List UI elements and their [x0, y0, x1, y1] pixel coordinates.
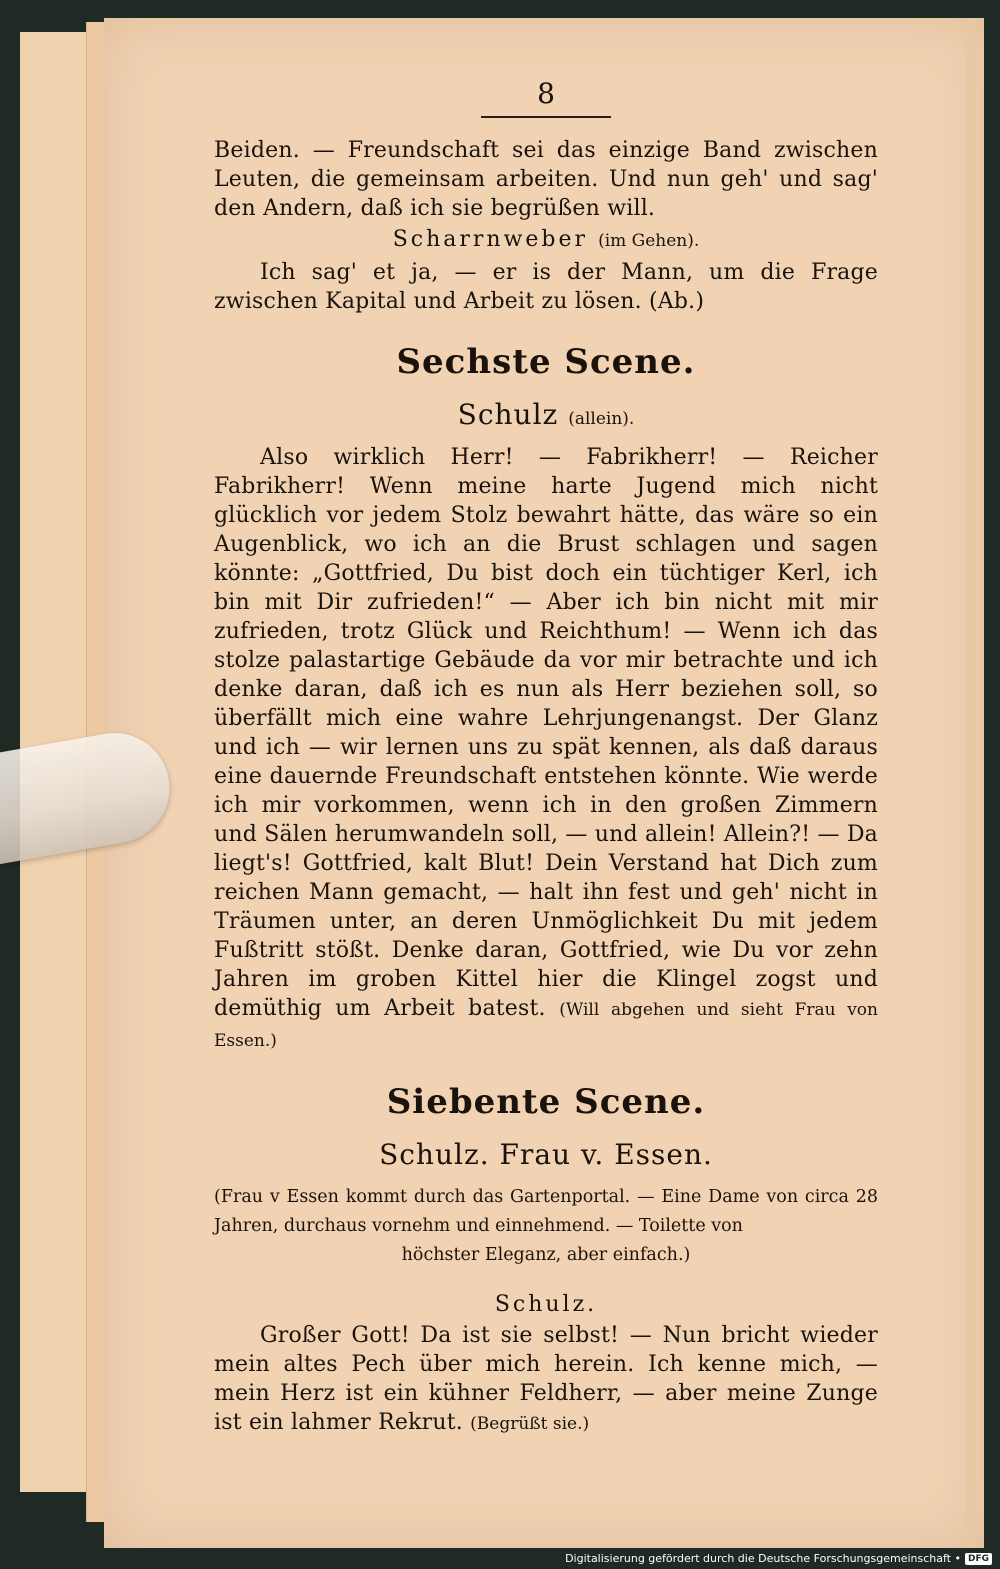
cast-name: Schulz [457, 398, 559, 431]
page-right-edge [966, 18, 976, 1548]
speech-schulz [214, 1321, 878, 1439]
page-content [214, 77, 878, 1439]
closing-stage-direction: (Will abgehen und sieht Frau von Essen.) [214, 1000, 878, 1051]
cast-direction: (allein). [568, 409, 635, 429]
stage-direction-entrance-cont: höchster Eleganz, aber einfach.) [401, 1245, 691, 1265]
spacer [214, 1270, 878, 1288]
page-number-rule [481, 116, 611, 118]
monologue-schulz [214, 443, 878, 1056]
speech-direction: (Begrüßt sie.) [470, 1414, 590, 1434]
stage-direction-entrance: (Frau v Essen kommt durch das Gartenportal. — Eine Dame von circa 28 Jahren, durchaus vornehm und einnehmend. — Toilette von [214, 1187, 878, 1236]
scene-cast-sechste [214, 398, 878, 431]
speech-scharrnweber: Ich sag' et ja, — er is der Mann, um die Frage zwischen Kapital und Arbeit zu lösen. (Ab.) [214, 260, 878, 314]
speaker-direction: (im Gehen). [598, 231, 700, 251]
dfg-logo-icon: DFG [965, 1553, 992, 1565]
speaker-schulz: Schulz. [494, 1292, 598, 1317]
monologue-text: Also wirklich Herr! — Fabrikherr! — Reicher Fabrikherr! Wenn meine harte Jugend mich nicht glücklich vor jedem Stolz bewahrt hätte, das wäre so ein Augenblick, wo ich an die Brust schlagen und sagen könnte: „Gottfried, Du bist doch ein tüchtiger Kerl, ich bin mit Dir zufrieden!“ — Aber ich bin nicht mit mir zufrieden, trotz Glück und Reichthum! — Wenn ich das stolze palastartige Gebäude da vor mir betrachte und ich denke daran, daß ich es nun als Herr beziehen soll, so überfällt mich eine wahre Lehrjungenangst. Der Glanz und ich — wir lernen uns zu spät kennen, als daß daraus eine dauernde Freundschaft entstehen könnte. Wie werde ich mir vorkommen, wenn ich in den großen Zimmern und Sälen herumwandeln soll, — und allein! Allein?! — Da liegt's! Gottfried, kalt Blut! Dein Verstand hat Dich zum reichen Mann gemacht, — halt ihn fest und geh' nicht in Träumen unter, an deren Unmöglichkeit Du mit jedem Fußtritt stößt. Denke daran, Gottfried, wie Du vor zehn Jahren im groben Kittel hier die Klingel zogst und demüthig um Arbeit batest. [214, 445, 878, 1021]
intro-paragraph: Beiden. — Freundschaft sei das einzige Band zwischen Leuten, die gemeinsam arbeiten. Und nun geh' und sag' den Andern, daß ich sie begrüßen will. [214, 138, 878, 221]
speech-text: Großer Gott! Da ist sie selbst! — Nun bricht wieder mein altes Pech über mich herein. Ich kenne mich, — mein Herz ist ein kühner Feldherr, — aber meine Zunge ist ein lahmer Rekrut. [214, 1323, 878, 1435]
digitization-footer [565, 1552, 992, 1565]
page-number: 8 [537, 77, 555, 110]
speaker-scharrnweber [214, 225, 878, 256]
scene-cast-siebente: Schulz. Frau v. Essen. [379, 1138, 713, 1171]
speaker-name: Scharrnweber [392, 227, 589, 252]
scene-title-siebente: Siebente Scene. [386, 1082, 706, 1122]
scene-title-sechste: Sechste Scene. [396, 342, 696, 382]
footer-text: Digitalisierung gefördert durch die Deutsche Forschungsgemeinschaft • [565, 1552, 961, 1565]
